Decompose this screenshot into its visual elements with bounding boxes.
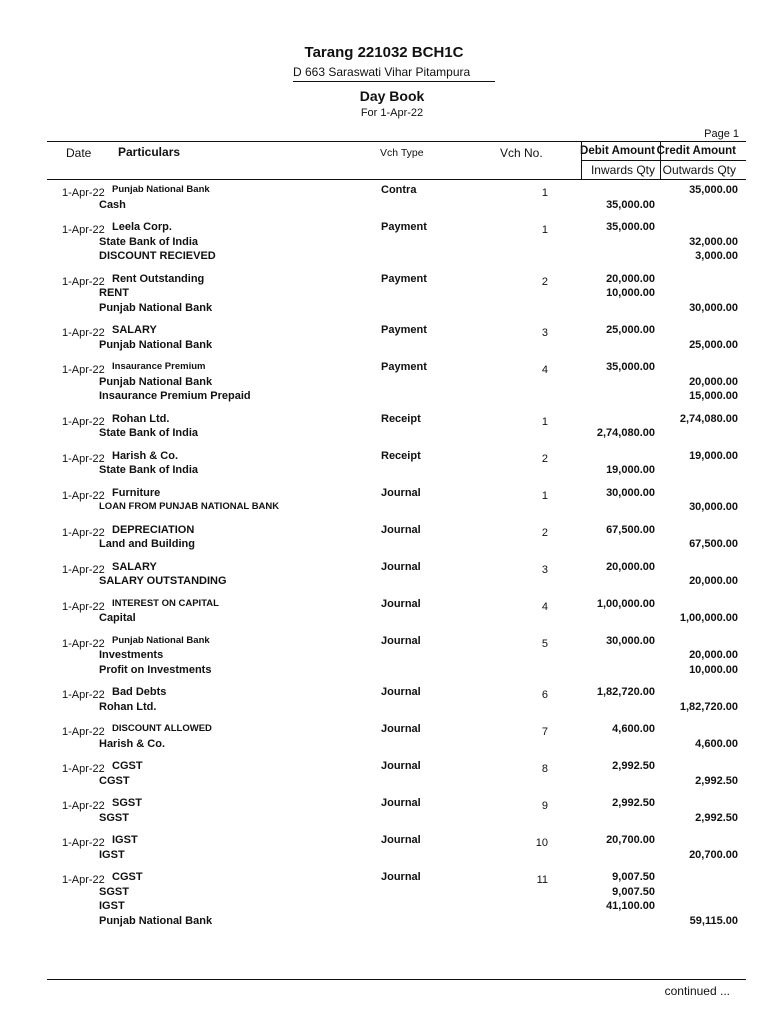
entry-vch-no: 10 bbox=[535, 837, 548, 849]
entry-date: 1-Apr-22 bbox=[62, 327, 105, 339]
entry-line bbox=[0, 236, 768, 251]
entry-line bbox=[0, 390, 768, 405]
column-header-outwards-qty: Outwards Qty bbox=[662, 163, 736, 177]
entry-particulars: Harish & Co. bbox=[112, 449, 179, 462]
entry-credit-amount: 19,000.00 bbox=[689, 449, 738, 462]
entry-debit-amount: 20,700.00 bbox=[606, 834, 655, 846]
entry-debit-amount: 9,007.50 bbox=[612, 871, 655, 883]
entry-vch-no: 9 bbox=[541, 800, 548, 812]
column-header-particulars: Particulars bbox=[118, 145, 181, 159]
entry-line bbox=[0, 598, 768, 613]
entry-vch-type: Journal bbox=[381, 597, 421, 610]
entry-date: 1-Apr-22 bbox=[62, 452, 105, 465]
voucher-entry bbox=[0, 834, 768, 863]
entry-credit-amount: 2,992.50 bbox=[695, 811, 738, 824]
entry-date: 1-Apr-22 bbox=[62, 800, 105, 812]
column-header-inwards-qty: Inwards Qty bbox=[590, 163, 655, 177]
voucher-entry bbox=[0, 635, 768, 679]
entry-debit-amount: 35,000.00 bbox=[606, 221, 655, 233]
column-header-credit: Credit Amount bbox=[656, 145, 736, 157]
entry-date: 1-Apr-22 bbox=[62, 415, 105, 428]
entry-date: 1-Apr-22 bbox=[62, 224, 105, 236]
entry-particulars: SGST bbox=[99, 811, 129, 824]
entry-vch-type: Journal bbox=[381, 686, 421, 698]
entry-date: 1-Apr-22 bbox=[62, 563, 105, 576]
entry-vch-no: 11 bbox=[536, 874, 548, 886]
entry-particulars: Insaurance Premium bbox=[112, 361, 206, 372]
entry-vch-type: Contra bbox=[381, 184, 417, 196]
entry-line bbox=[0, 575, 768, 590]
entry-date: 1-Apr-22 bbox=[62, 489, 105, 502]
entry-line bbox=[0, 464, 768, 479]
entry-debit-amount: 2,992.50 bbox=[612, 797, 655, 809]
entry-debit-amount: 9,007.50 bbox=[612, 885, 655, 898]
entry-line bbox=[0, 886, 768, 901]
entry-line bbox=[0, 701, 768, 716]
entry-vch-type: Journal bbox=[381, 523, 421, 536]
entry-particulars: DISCOUNT ALLOWED bbox=[112, 723, 212, 734]
entry-credit-amount: 35,000.00 bbox=[689, 184, 738, 196]
entry-vch-no: 5 bbox=[541, 637, 548, 650]
entry-line bbox=[0, 723, 768, 738]
entry-date: 1-Apr-22 bbox=[62, 526, 105, 539]
entry-credit-amount: 1,82,720.00 bbox=[679, 700, 738, 713]
entry-vch-no: 2 bbox=[541, 452, 548, 465]
entry-line bbox=[0, 361, 768, 376]
entry-credit-amount: 10,000.00 bbox=[689, 663, 738, 676]
entry-line bbox=[0, 900, 768, 915]
entry-debit-amount: 4,600.00 bbox=[612, 723, 655, 735]
entry-particulars: SALARY OUTSTANDING bbox=[99, 575, 227, 587]
entry-date: 1-Apr-22 bbox=[62, 637, 105, 650]
entry-vch-no: 1 bbox=[541, 187, 548, 199]
entry-vch-type: Journal bbox=[381, 797, 421, 809]
voucher-entry bbox=[0, 324, 768, 353]
entry-vch-no: 3 bbox=[541, 327, 548, 339]
entry-credit-amount: 67,500.00 bbox=[689, 538, 738, 550]
entry-credit-amount: 2,74,080.00 bbox=[679, 412, 738, 425]
entry-line bbox=[0, 250, 768, 265]
entry-line bbox=[0, 339, 768, 354]
entry-debit-amount: 1,82,720.00 bbox=[596, 686, 655, 698]
qty-divider-rule bbox=[581, 160, 746, 161]
entry-particulars: Leela Corp. bbox=[112, 221, 172, 233]
column-header-vch-no: Vch No. bbox=[500, 146, 543, 160]
entry-credit-amount: 20,700.00 bbox=[689, 848, 738, 861]
entry-debit-amount: 30,000.00 bbox=[606, 486, 655, 499]
entry-particulars: Punjab National Bank bbox=[99, 375, 213, 388]
day-book-entries bbox=[0, 184, 768, 937]
entry-particulars: Punjab National Bank bbox=[112, 634, 210, 646]
entry-vch-no: 3 bbox=[541, 563, 548, 576]
entry-debit-amount: 67,500.00 bbox=[606, 523, 655, 536]
entry-vch-no: 2 bbox=[541, 275, 548, 288]
voucher-entry bbox=[0, 413, 768, 442]
entry-line bbox=[0, 376, 768, 391]
entry-line bbox=[0, 501, 768, 516]
entry-credit-amount: 32,000.00 bbox=[689, 235, 738, 248]
entry-line bbox=[0, 915, 768, 930]
entry-debit-amount: 20,000.00 bbox=[606, 560, 655, 573]
entry-date: 1-Apr-22 bbox=[62, 726, 105, 738]
entry-line bbox=[0, 427, 768, 442]
entry-date: 1-Apr-22 bbox=[62, 600, 105, 613]
entry-particulars: SALARY bbox=[112, 324, 157, 336]
entry-particulars: RENT bbox=[99, 287, 129, 299]
entry-line bbox=[0, 649, 768, 664]
page-number: Page 1 bbox=[704, 128, 739, 140]
entry-vch-type: Journal bbox=[381, 834, 421, 846]
entry-particulars: Bad Debts bbox=[112, 686, 167, 698]
entry-debit-amount: 19,000.00 bbox=[606, 464, 655, 476]
voucher-entry bbox=[0, 487, 768, 516]
entry-date: 1-Apr-22 bbox=[62, 689, 105, 701]
entry-line bbox=[0, 738, 768, 753]
entry-line bbox=[0, 302, 768, 317]
entry-particulars: State Bank of India bbox=[99, 464, 199, 476]
entry-line bbox=[0, 221, 768, 236]
entry-credit-amount: 2,992.50 bbox=[695, 774, 738, 787]
entry-particulars: SGST bbox=[99, 885, 129, 898]
entry-particulars: Investments bbox=[99, 649, 164, 661]
voucher-entry bbox=[0, 221, 768, 265]
entry-vch-type: Journal bbox=[381, 560, 421, 573]
voucher-entry bbox=[0, 561, 768, 590]
voucher-entry bbox=[0, 686, 768, 715]
entry-line bbox=[0, 199, 768, 214]
entry-line bbox=[0, 324, 768, 339]
entry-debit-amount: 41,100.00 bbox=[606, 900, 655, 912]
entry-vch-no: 6 bbox=[541, 689, 548, 701]
header-bottom-rule bbox=[47, 179, 746, 180]
entry-line bbox=[0, 524, 768, 539]
entry-credit-amount: 20,000.00 bbox=[689, 649, 738, 661]
entry-line bbox=[0, 612, 768, 627]
entry-vch-no: 1 bbox=[541, 224, 548, 236]
company-name: Tarang 221032 BCH1C bbox=[304, 44, 464, 61]
entry-particulars: Punjab National Bank bbox=[112, 184, 210, 195]
entry-line bbox=[0, 871, 768, 886]
entry-line bbox=[0, 797, 768, 812]
entry-date: 1-Apr-22 bbox=[62, 187, 105, 199]
voucher-entry bbox=[0, 450, 768, 479]
entry-debit-amount: 20,000.00 bbox=[606, 272, 655, 285]
entry-date: 1-Apr-22 bbox=[62, 874, 105, 886]
entry-vch-type: Payment bbox=[381, 221, 427, 233]
report-title: Day Book bbox=[359, 88, 425, 104]
entry-particulars: IGST bbox=[99, 848, 125, 861]
entry-line bbox=[0, 760, 768, 775]
entry-particulars: Land and Building bbox=[99, 538, 195, 550]
column-header-date: Date bbox=[66, 146, 92, 160]
entry-line bbox=[0, 775, 768, 790]
column-header-vch-type: Vch Type bbox=[380, 147, 424, 159]
entry-particulars: CGST bbox=[112, 871, 143, 883]
entry-line bbox=[0, 450, 768, 465]
entry-vch-type: Receipt bbox=[381, 449, 421, 462]
entry-vch-no: 8 bbox=[541, 763, 548, 775]
entry-date: 1-Apr-22 bbox=[62, 275, 105, 288]
entry-vch-no: 2 bbox=[541, 526, 548, 539]
voucher-entry bbox=[0, 723, 768, 752]
voucher-entry bbox=[0, 760, 768, 789]
entry-particulars: Harish & Co. bbox=[99, 737, 166, 750]
entry-credit-amount: 59,115.00 bbox=[689, 914, 738, 927]
entry-vch-no: 7 bbox=[541, 726, 548, 738]
entry-vch-no: 1 bbox=[541, 415, 548, 428]
entry-particulars: Furniture bbox=[112, 486, 161, 499]
entry-credit-amount: 20,000.00 bbox=[689, 575, 738, 587]
entry-credit-amount: 30,000.00 bbox=[689, 501, 738, 513]
entry-credit-amount: 3,000.00 bbox=[695, 250, 738, 262]
entry-particulars: LOAN FROM PUNJAB NATIONAL BANK bbox=[99, 501, 280, 512]
entry-particulars: Capital bbox=[99, 612, 136, 624]
entry-credit-amount: 20,000.00 bbox=[689, 375, 738, 388]
entry-debit-amount: 35,000.00 bbox=[606, 361, 655, 373]
voucher-entry bbox=[0, 598, 768, 627]
entry-line bbox=[0, 538, 768, 553]
entry-vch-type: Journal bbox=[381, 871, 421, 883]
entry-particulars: Insaurance Premium Prepaid bbox=[99, 390, 251, 402]
entry-particulars: INTEREST ON CAPITAL bbox=[112, 597, 219, 609]
entry-credit-amount: 4,600.00 bbox=[695, 737, 738, 750]
entry-line bbox=[0, 287, 768, 302]
entry-vch-type: Payment bbox=[381, 324, 427, 336]
entry-particulars: DEPRECIATION bbox=[112, 523, 195, 536]
entry-particulars: SALARY bbox=[112, 560, 157, 573]
entry-debit-amount: 10,000.00 bbox=[606, 287, 655, 299]
voucher-entry bbox=[0, 797, 768, 826]
column-header-debit: Debit Amount bbox=[580, 145, 655, 157]
entry-line bbox=[0, 561, 768, 576]
entry-line bbox=[0, 664, 768, 679]
entry-credit-amount: 1,00,000.00 bbox=[679, 612, 738, 624]
entry-debit-amount: 35,000.00 bbox=[606, 198, 655, 211]
entry-particulars: CGST bbox=[112, 760, 143, 772]
entry-line bbox=[0, 686, 768, 701]
entry-date: 1-Apr-22 bbox=[62, 837, 105, 849]
entry-line bbox=[0, 834, 768, 849]
entry-debit-amount: 30,000.00 bbox=[606, 634, 655, 647]
entry-line bbox=[0, 273, 768, 288]
entry-vch-type: Payment bbox=[381, 272, 427, 285]
entry-line bbox=[0, 413, 768, 428]
footer-rule bbox=[47, 979, 746, 980]
entry-credit-amount: 15,000.00 bbox=[689, 390, 738, 402]
entry-vch-no: 4 bbox=[541, 600, 548, 613]
entry-particulars: IGST bbox=[99, 900, 125, 912]
entry-particulars: CGST bbox=[99, 774, 130, 787]
voucher-entry bbox=[0, 524, 768, 553]
entry-vch-type: Journal bbox=[381, 723, 421, 735]
entry-vch-no: 4 bbox=[541, 364, 548, 376]
continued-note: continued ... bbox=[664, 984, 730, 998]
entry-line bbox=[0, 184, 768, 199]
voucher-entry bbox=[0, 871, 768, 929]
entry-line bbox=[0, 635, 768, 650]
entry-particulars: Cash bbox=[99, 198, 126, 211]
entry-particulars: Profit on Investments bbox=[99, 663, 212, 676]
entry-particulars: Rohan Ltd. bbox=[112, 412, 170, 425]
entry-vch-type: Journal bbox=[381, 486, 421, 499]
voucher-entry bbox=[0, 361, 768, 405]
entry-line bbox=[0, 849, 768, 864]
entry-particulars: Punjab National Bank bbox=[99, 301, 213, 314]
voucher-entry bbox=[0, 273, 768, 317]
entry-date: 1-Apr-22 bbox=[62, 364, 105, 376]
entry-particulars: State Bank of India bbox=[99, 235, 199, 248]
entry-credit-amount: 30,000.00 bbox=[689, 301, 738, 314]
entry-particulars: DISCOUNT RECIEVED bbox=[99, 250, 216, 262]
entry-vch-type: Payment bbox=[381, 361, 427, 373]
entry-debit-amount: 2,992.50 bbox=[612, 760, 655, 772]
entry-particulars: SGST bbox=[112, 797, 142, 809]
entry-particulars: State Bank of India bbox=[99, 427, 199, 439]
entry-vch-type: Journal bbox=[381, 634, 421, 647]
entry-vch-type: Journal bbox=[381, 760, 421, 772]
entry-particulars: Rohan Ltd. bbox=[99, 700, 157, 713]
header-top-rule bbox=[47, 141, 746, 142]
entry-particulars: Punjab National Bank bbox=[99, 338, 213, 351]
entry-vch-no: 1 bbox=[541, 489, 548, 502]
report-period: For 1-Apr-22 bbox=[360, 107, 424, 119]
voucher-entry bbox=[0, 184, 768, 213]
entry-particulars: Punjab National Bank bbox=[99, 914, 213, 927]
entry-particulars: Rent Outstanding bbox=[112, 272, 205, 285]
entry-date: 1-Apr-22 bbox=[62, 763, 105, 775]
entry-line bbox=[0, 812, 768, 827]
entry-debit-amount: 2,74,080.00 bbox=[596, 427, 655, 439]
company-address: D 663 Saraswati Vihar Pitampura bbox=[293, 65, 495, 82]
entry-vch-type: Receipt bbox=[381, 412, 421, 425]
entry-credit-amount: 25,000.00 bbox=[689, 338, 738, 351]
entry-line bbox=[0, 487, 768, 502]
entry-particulars: IGST bbox=[112, 834, 138, 846]
entry-debit-amount: 25,000.00 bbox=[606, 324, 655, 336]
entry-debit-amount: 1,00,000.00 bbox=[596, 597, 655, 610]
